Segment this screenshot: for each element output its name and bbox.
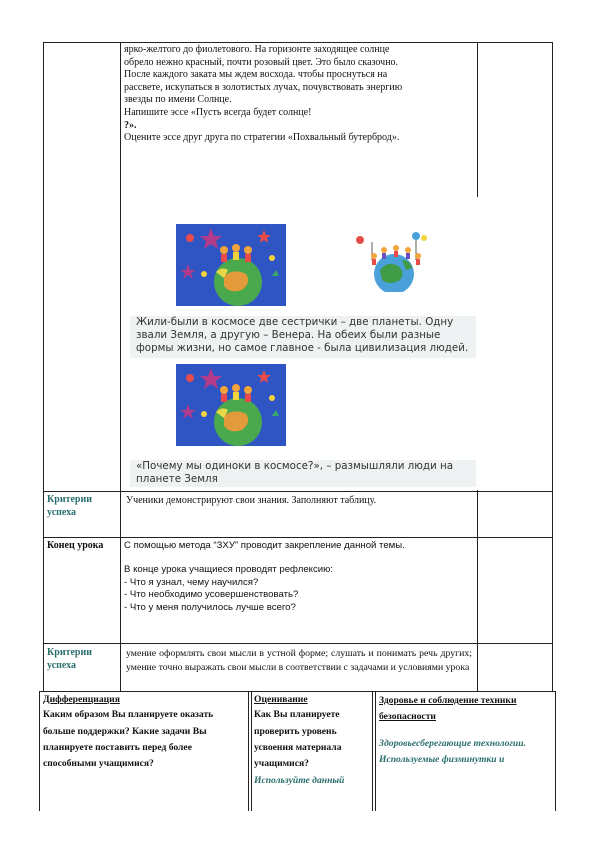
- story-line: После каждого заката мы ждем восхода. чтобы проснуться на: [124, 69, 388, 81]
- kids-on-planet-illustration-2: [176, 364, 286, 446]
- bottom-table-div2: [372, 691, 373, 811]
- table-right-border: [552, 42, 553, 691]
- story-text: [124, 44, 474, 145]
- assessment-title: Оценивание: [254, 694, 308, 705]
- differentiation-title: Дифференциация: [43, 694, 120, 705]
- criteria-text: Ученики демонстрируют свои знания. Заполняют таблицу.: [126, 495, 377, 506]
- story-caption-1: Жили-были в космосе две сестрички – две планеты. Одну звали Земля, а другую – Венера. На обеих были разные формы жизни, но самое главное - была цивилизация людей.: [130, 316, 476, 358]
- bottom-table-right: [555, 691, 556, 811]
- health-title: Здоровье и соблюдение техники безопасности: [379, 695, 517, 723]
- story-line: обрело нежно красный, почти розовый цвет. Это было сказочно.: [124, 56, 399, 68]
- table-top-border: [43, 42, 553, 43]
- health-cell: [379, 693, 551, 769]
- end-question: - Что необходимо усовершенствовать?: [124, 589, 299, 601]
- bottom-table-left: [39, 691, 40, 811]
- health-body-2: Используемые физминутки и: [379, 754, 505, 766]
- story-line: рассвете, искупаться в золотистых лучах, почувствовать энергию: [124, 81, 403, 93]
- end-content: [124, 540, 474, 614]
- story-line: звезды по имени Солнце.: [124, 94, 232, 106]
- bottom-table-div1: [248, 691, 249, 811]
- table-col-divider: [120, 42, 121, 691]
- bottom-table-div1b: [251, 691, 252, 811]
- end-label: Конец урока: [47, 540, 104, 551]
- story-line: ярко-желтого до фиолетового. На горизонте заходящее солнце: [124, 44, 390, 55]
- assessment-cell: [254, 693, 368, 789]
- children-around-globe-illustration: [352, 230, 436, 292]
- end-question: - Что я узнал, чему научился?: [124, 576, 259, 588]
- differentiation-body: Каким образом Вы планируете оказать больше поддержки? Какие задачи Вы планируете поставить перед более способными учащимися?: [43, 709, 214, 770]
- end-reflection: В конце урока учащиеся проводят рефлексию:: [124, 564, 333, 576]
- row-divider-criteria1: [43, 491, 553, 492]
- row-divider-criteria2: [43, 643, 553, 644]
- row-divider-end: [43, 537, 553, 538]
- bottom-table-div2b: [375, 691, 376, 811]
- assessment-hint: Используйте данный: [254, 774, 345, 786]
- kids-on-planet-illustration: [176, 224, 286, 306]
- end-question: - Что у меня получилось лучше всего?: [124, 601, 296, 613]
- story-line: ?».: [124, 119, 137, 131]
- bottom-table-top: [39, 691, 555, 692]
- story-caption-2: «Почему мы одиноки в космосе?», – размышляли люди на планете Земля: [130, 460, 476, 487]
- health-body: Здоровьесберегающие технологии.: [379, 737, 526, 749]
- story-line: Напишите эссе «Пусть всегда будет солнце!: [124, 106, 312, 118]
- end-intro: С помощью метода “ЗХУ” проводит закрепление данной темы.: [124, 540, 405, 551]
- table-left-border: [43, 42, 44, 691]
- criteria-label-2: Критерии успеха: [47, 647, 93, 671]
- table-inner-right-border: [477, 42, 478, 197]
- criteria-label: Критерии успеха: [47, 494, 93, 518]
- differentiation-cell: [43, 693, 243, 773]
- story-line: Оцените эссе друг друга по стратегии «Похвальный бутерброд».: [124, 132, 400, 144]
- table-inner-right-border-2: [477, 490, 478, 691]
- assessment-body: Как Вы планируете проверить уровень усвоения материала учащимися?: [254, 709, 342, 770]
- criteria-text-2: умение оформлять свои мысли в устной форме; слушать и понимать речь других; умение точно выражать свои мысли в соответствии с задачами и условиями урока: [126, 648, 472, 673]
